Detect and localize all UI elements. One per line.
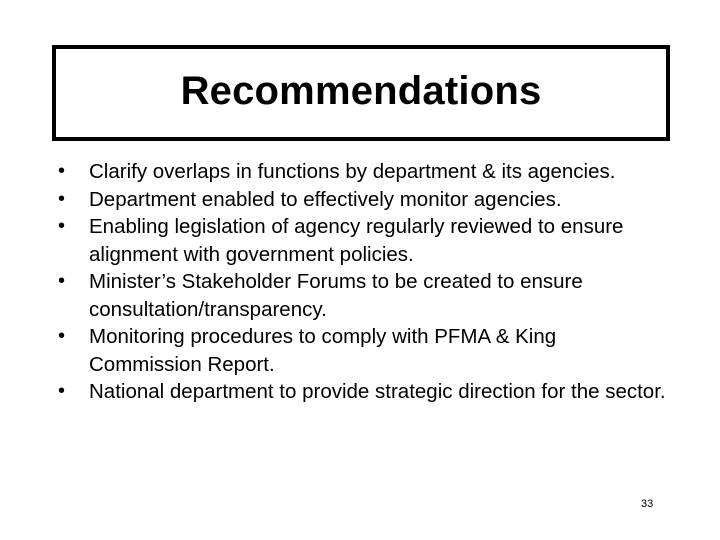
bullet-text: Minister’s Stakeholder Forums to be created to ensure consultation/transparency. [89, 270, 583, 321]
bullet-item [58, 268, 668, 323]
bullet-item [58, 158, 668, 186]
bullet-dot-icon: • [58, 270, 66, 292]
bullet-list [58, 158, 668, 406]
bullet-dot-icon: • [58, 187, 66, 210]
bullet-item [58, 186, 668, 214]
bullet-item [58, 213, 668, 268]
bullet-item [58, 323, 668, 378]
bullet-dot-icon: • [58, 325, 66, 347]
bullet-item [58, 378, 668, 406]
bullet-text: Department enabled to effectively monitor agencies. [89, 187, 562, 211]
slide-title: Recommendations [180, 68, 542, 113]
bullet-dot-icon: • [58, 215, 66, 237]
bullet-dot-icon: • [58, 380, 66, 402]
bullet-text: Monitoring procedures to comply with PFMA & King Commission Report. [89, 325, 557, 376]
page-number: 33 [641, 498, 654, 510]
bullet-text: Enabling legislation of agency regularly reviewed to ensure alignment with government policies. [89, 215, 624, 266]
bullet-dot-icon: • [58, 160, 66, 182]
title-box [52, 45, 670, 141]
bullet-text: Clarify overlaps in functions by department & its agencies. [89, 160, 616, 183]
bullet-text: National department to provide strategic direction for the sector. [89, 380, 666, 403]
